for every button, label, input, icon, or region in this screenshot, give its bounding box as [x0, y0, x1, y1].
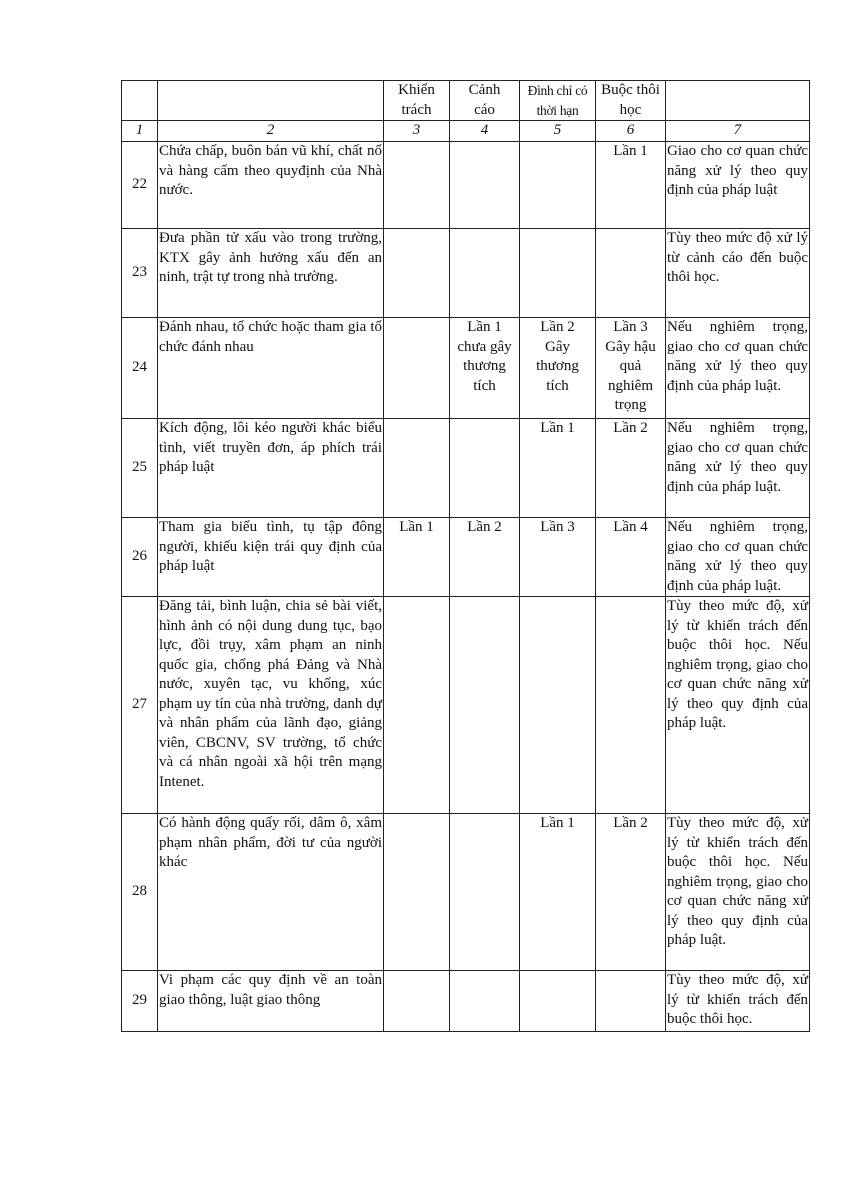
row-number: 24	[122, 318, 158, 419]
header-note	[666, 81, 810, 121]
note-text: Tùy theo mức độ, xử lý từ khiển trách đến buộc thôi học.	[666, 971, 810, 1032]
violation-text: Tham gia biểu tình, tụ tập đông người, khiếu kiện trái quy định của pháp luật	[158, 518, 384, 597]
suspension-cell	[520, 142, 596, 229]
index-cell: 1	[122, 121, 158, 142]
reprimand-cell	[384, 318, 450, 419]
violation-text: Đưa phần tử xấu vào trong trường, KTX gây ảnh hưởng xấu đến an ninh, trật tự trong nhà trường.	[158, 229, 384, 318]
row-number: 27	[122, 597, 158, 814]
header-reprimand: Khiển trách	[384, 81, 450, 121]
reprimand-cell: Lần 1	[384, 518, 450, 597]
suspension-cell: Lần 3	[520, 518, 596, 597]
warning-cell	[450, 419, 520, 518]
warning-cell	[450, 814, 520, 971]
reprimand-cell	[384, 597, 450, 814]
violation-text: Chứa chấp, buôn bán vũ khí, chất nổ và hàng cấm theo quyđịnh của Nhà nước.	[158, 142, 384, 229]
index-row	[122, 121, 810, 142]
reprimand-cell	[384, 971, 450, 1032]
index-cell: 4	[450, 121, 520, 142]
warning-cell: Lần 2	[450, 518, 520, 597]
suspension-cell	[520, 597, 596, 814]
expulsion-cell	[596, 597, 666, 814]
index-cell: 6	[596, 121, 666, 142]
warning-cell	[450, 971, 520, 1032]
note-text: Tùy theo mức độ, xử lý từ khiển trách đến buộc thôi học. Nếu nghiêm trọng, giao cho cơ quan chức năng xử lý theo quy định của pháp luật.	[666, 814, 810, 971]
violation-text: Có hành động quấy rối, dâm ô, xâm phạm nhân phẩm, đời tư của người khác	[158, 814, 384, 971]
index-cell: 3	[384, 121, 450, 142]
row-number: 29	[122, 971, 158, 1032]
expulsion-cell: Lần 1	[596, 142, 666, 229]
header-violation	[158, 81, 384, 121]
suspension-cell: Lần 2 Gây thương tích	[520, 318, 596, 419]
expulsion-cell: Lần 2	[596, 814, 666, 971]
table-row	[122, 229, 810, 318]
row-number: 26	[122, 518, 158, 597]
note-text: Tùy theo mức độ, xử lý từ khiển trách đến buộc thôi học. Nếu nghiêm trọng, giao cho cơ quan chức năng xử lý theo quy định của pháp luật.	[666, 597, 810, 814]
violation-text: Vi phạm các quy định về an toàn giao thông, luật giao thông	[158, 971, 384, 1032]
table-row	[122, 518, 810, 597]
index-cell: 7	[666, 121, 810, 142]
warning-cell	[450, 229, 520, 318]
table-row	[122, 597, 810, 814]
violation-text: Kích động, lôi kéo người khác biểu tình, viết truyền đơn, áp phích trái pháp luật	[158, 419, 384, 518]
note-text: Giao cho cơ quan chức năng xử lý theo quy định của pháp luật	[666, 142, 810, 229]
reprimand-cell	[384, 419, 450, 518]
note-text: Nếu nghiêm trọng, giao cho cơ quan chức năng xử lý theo quy định của pháp luật.	[666, 419, 810, 518]
warning-cell	[450, 142, 520, 229]
expulsion-cell: Lần 3 Gây hậu quả nghiêm trọng	[596, 318, 666, 419]
expulsion-cell	[596, 971, 666, 1032]
header-expulsion: Buộc thôi học	[596, 81, 666, 121]
header-suspension: Đình chỉ có thời hạn	[520, 81, 596, 121]
header-no	[122, 81, 158, 121]
note-text: Tùy theo mức độ xử lý từ cảnh cáo đến buộc thôi học.	[666, 229, 810, 318]
suspension-cell	[520, 971, 596, 1032]
row-number: 23	[122, 229, 158, 318]
table-row	[122, 971, 810, 1032]
header-row	[122, 81, 810, 121]
expulsion-cell: Lần 4	[596, 518, 666, 597]
warning-cell	[450, 597, 520, 814]
reprimand-cell	[384, 142, 450, 229]
table-row	[122, 142, 810, 229]
violation-text: Đăng tải, bình luận, chia sẻ bài viết, hình ảnh có nội dung dung tục, bạo lực, đồi trụy, xâm phạm an ninh quốc gia, chống phá Đảng và Nhà nước, xuyên tạc, vu khống, xúc phạm uy tín của nhà trường, danh dự và nhân phẩm của lãnh đạo, giảng viên, CBCNV, SV trường, tổ chức và cá nhân ngoài xã hội trên mạng Intenet.	[158, 597, 384, 814]
expulsion-cell	[596, 229, 666, 318]
index-cell: 2	[158, 121, 384, 142]
reprimand-cell	[384, 814, 450, 971]
note-text: Nếu nghiêm trọng, giao cho cơ quan chức năng xử lý theo quy định của pháp luật.	[666, 318, 810, 419]
suspension-cell: Lần 1	[520, 814, 596, 971]
row-number: 22	[122, 142, 158, 229]
suspension-cell	[520, 229, 596, 318]
index-cell: 5	[520, 121, 596, 142]
reprimand-cell	[384, 229, 450, 318]
discipline-table	[121, 80, 810, 1032]
note-text: Nếu nghiêm trọng, giao cho cơ quan chức năng xử lý theo quy định của pháp luật.	[666, 518, 810, 597]
table-row	[122, 814, 810, 971]
table-row	[122, 318, 810, 419]
row-number: 25	[122, 419, 158, 518]
violation-text: Đánh nhau, tổ chức hoặc tham gia tổ chức đánh nhau	[158, 318, 384, 419]
table-row	[122, 419, 810, 518]
header-warning: Cảnh cáo	[450, 81, 520, 121]
row-number: 28	[122, 814, 158, 971]
warning-cell: Lần 1 chưa gây thương tích	[450, 318, 520, 419]
expulsion-cell: Lần 2	[596, 419, 666, 518]
suspension-cell: Lần 1	[520, 419, 596, 518]
